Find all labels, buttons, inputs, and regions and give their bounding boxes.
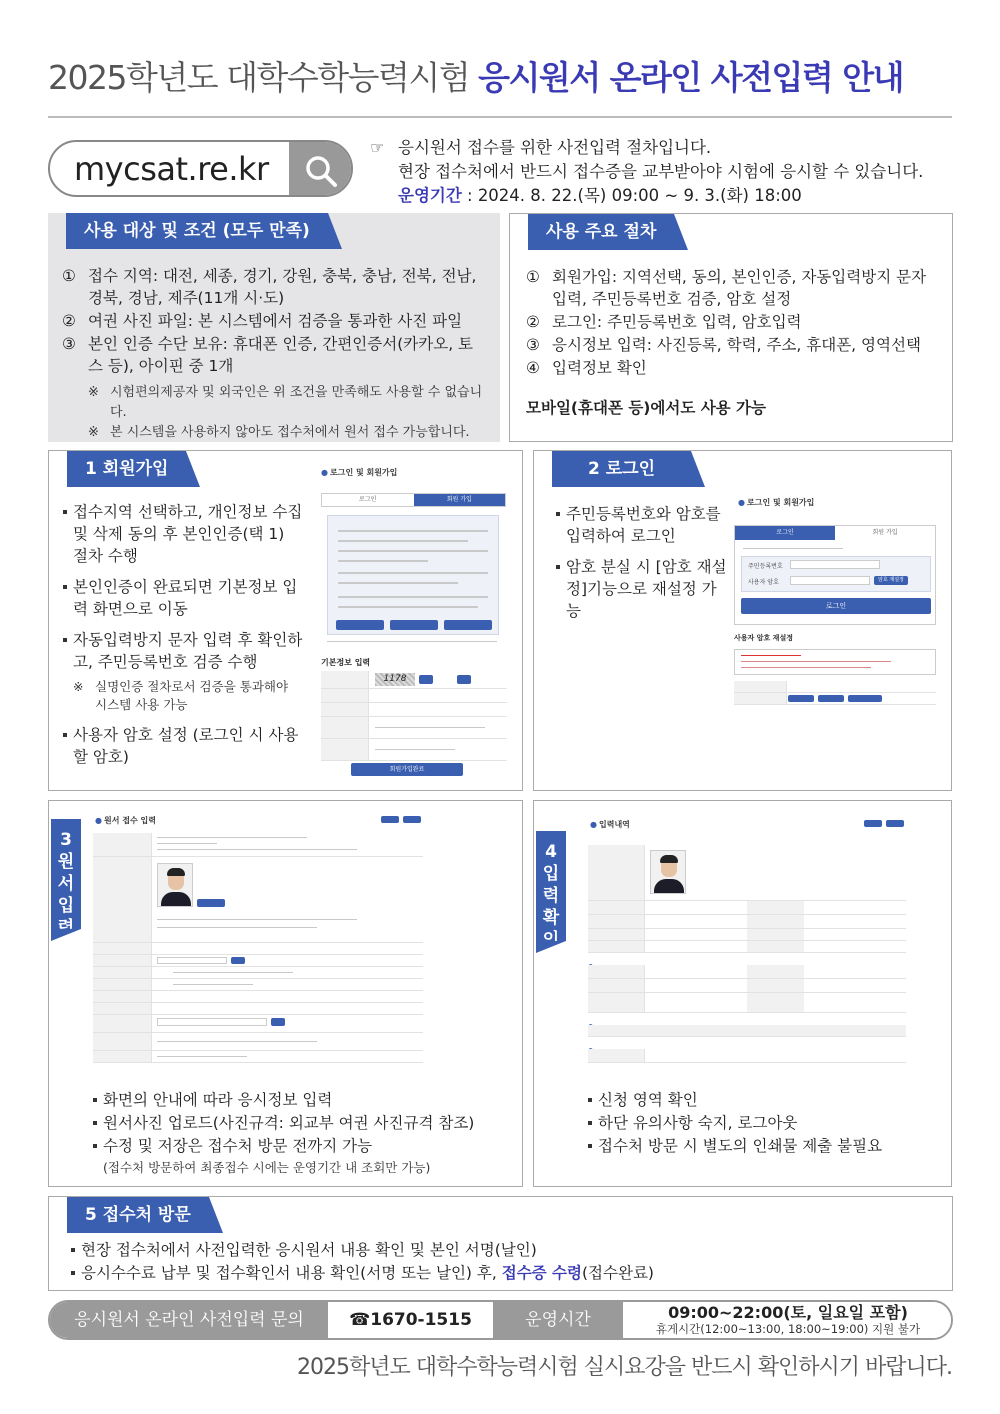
- search-icon: [303, 153, 339, 189]
- signup-shot-title: ● 로그인 및 회원가입: [315, 463, 511, 482]
- eligibility-item: ② 여권 사진 파일: 본 시스템에서 검증을 통과한 사진 파일: [62, 312, 463, 330]
- signup-screenshot: [315, 463, 511, 783]
- signup-shot-tab-login: 로그인: [359, 496, 377, 503]
- mobile-available: 모바일(휴대폰 등)에서도 사용 가능: [526, 399, 766, 417]
- step1-panel: [48, 450, 523, 791]
- contact-label: 응시원서 온라인 사전입력 문의: [50, 1302, 328, 1338]
- step5-panel: [48, 1196, 953, 1291]
- step3-bullets: [93, 1089, 513, 1177]
- applicant-photo: [157, 863, 193, 907]
- procedure-list: [526, 266, 941, 380]
- step2-bullet: 암호 분실 시 [암호 재설정]기능으로 재설정 가능: [556, 556, 731, 622]
- login-pw-label: 사용자 암호: [748, 579, 779, 586]
- step1-bullet: 사용자 암호 설정 (로그인 시 사용할 암호): [63, 724, 303, 768]
- step5-bullets: [71, 1239, 941, 1285]
- step1-bullet: 본인인증이 완료되면 기본정보 입력 화면으로 이동: [63, 576, 303, 620]
- footer-notice: 2025학년도 대학수학능력시험 실시요강을 반드시 확인하시기 바랍니다.: [296, 1355, 952, 1380]
- step5-bullet: 응시수수료 납부 및 접수확인서 내용 확인(서명 또는 날인) 후, 접수증 수령(접수완료): [71, 1262, 941, 1284]
- step3-bullet: 화면의 안내에 따라 응시정보 입력: [93, 1089, 513, 1111]
- step1-bullet: 접수지역 선택하고, 개인정보 수집 및 삭제 동의 후 본인인증(택 1) 절차 수행: [63, 501, 303, 567]
- step3-bullet: 원서사진 업로드(사진규격: 외교부 여권 사진규격 참조): [93, 1112, 513, 1134]
- applicant-review-photo: [650, 850, 686, 894]
- eligibility-panel: [48, 213, 500, 442]
- eligibility-item: ③ 본인 인증 수단 보유: 휴대폰 인증, 간편인증서(카카오, 토스 등), 아이핀 중 1개: [62, 335, 474, 375]
- procedure-panel: [509, 213, 953, 442]
- break-time: 휴게시간(12:00~13:00, 18:00~19:00) 지원 불가: [655, 1322, 921, 1336]
- page-title: [48, 52, 958, 99]
- contact-phone[interactable]: ☎1670-1515: [328, 1302, 493, 1338]
- eligibility-note: ※ 본 시스템을 사용하지 않아도 접수처에서 원서 접수 가능합니다.: [88, 425, 470, 440]
- period-value: : 2024. 8. 22.(목) 09:00 ~ 9. 3.(화) 18:00: [461, 186, 802, 205]
- signup-complete-button[interactable]: 회원가입완료: [351, 763, 463, 776]
- eligibility-notes: [88, 383, 493, 443]
- login-shot-tab-login: 로그인: [735, 526, 835, 540]
- intro-line-2: 현장 접수처에서 반드시 접수증을 교부받아야 시험에 응시할 수 있습니다.: [398, 162, 924, 181]
- step1-tab: 1 회원가입: [67, 451, 186, 487]
- captcha-image: [375, 673, 415, 686]
- eligibility-note: ※ 시험편의제공자 및 외국인은 위 조건을 만족해도 사용할 수 없습니다.: [88, 385, 483, 420]
- hours-value: 09:00~22:00(토, 일요일 포함): [668, 1303, 908, 1322]
- hours-info: [623, 1302, 953, 1338]
- step2-bullets: [556, 503, 731, 631]
- basic-info-heading: 기본정보 입력: [321, 658, 371, 667]
- step1-bullet: 자동입력방지 문자 입력 후 확인하고, 주민등록번호 검증 수행: [63, 629, 303, 673]
- step3-panel: [48, 800, 523, 1187]
- photo-upload-button[interactable]: [197, 899, 225, 907]
- step4-tab: 4 입 력 확 인: [536, 831, 566, 941]
- step3-tab: 3 원 서 입 력: [51, 819, 81, 929]
- contact-bar: [48, 1300, 953, 1340]
- step4-bullet: 접수처 방문 시 별도의 인쇄물 제출 불필요: [588, 1135, 938, 1157]
- input-review-screenshot: [584, 815, 910, 1083]
- signup-shot-tab-join: 회원 가입: [414, 494, 506, 506]
- procedure-item: ① 회원가입: 지역선택, 동의, 본인인증, 자동입력방지 문자 입력, 주민등록번호 검증, 암호 설정: [526, 268, 927, 308]
- login-shot-title: ● 로그인 및 회원가입: [732, 493, 938, 512]
- application-form-title: ● 원서 접수 입력: [89, 811, 427, 830]
- step1-bullets: [63, 501, 303, 777]
- region-select-box: [327, 515, 499, 635]
- title-prefix: 2025학년도 대학수학능력시험: [48, 58, 479, 97]
- site-url: mycsat.re.kr: [74, 150, 269, 188]
- intro-text: [370, 136, 960, 208]
- eligibility-tab: 사용 대상 및 조건 (모두 만족): [66, 213, 328, 249]
- login-screenshot: [732, 493, 938, 713]
- procedure-item: ④ 입력정보 확인: [526, 359, 647, 377]
- pointing-hand-icon: ☞: [370, 138, 385, 157]
- step3-bullet: 수정 및 저장은 접수처 방문 전까지 가능: [93, 1135, 513, 1157]
- title-divider: [48, 116, 952, 118]
- receipt-highlight: 접수증 수령: [501, 1264, 582, 1282]
- step4-bullet: 하단 유의사항 숙지, 로그아웃: [588, 1112, 938, 1134]
- step2-panel: [533, 450, 952, 791]
- step2-bullet: 주민등록번호와 암호를 입력하여 로그인: [556, 503, 731, 547]
- password-reset-heading: 사용자 암호 재설정: [734, 634, 793, 642]
- step4-panel: [533, 800, 952, 1187]
- intro-line-1: 응시원서 접수를 위한 사전입력 절차입니다.: [398, 138, 712, 157]
- step1-note: ※ 실명인증 절차로서 검증을 통과해야 시스템 사용 가능: [73, 679, 289, 712]
- eligibility-item: ① 접수 지역: 대전, 세종, 경기, 강원, 충북, 충남, 전북, 전남, 경북, 경남, 제주(11개 시·도): [62, 267, 477, 307]
- eligibility-list: [62, 265, 487, 378]
- search-button[interactable]: [289, 142, 351, 195]
- step4-bullets: [588, 1089, 938, 1158]
- operating-period: [398, 184, 960, 208]
- login-id-input[interactable]: [790, 560, 880, 569]
- hours-label: 운영시간: [493, 1302, 623, 1338]
- procedure-item: ② 로그인: 주민등록번호 입력, 암호입력: [526, 313, 802, 331]
- step2-tab: 2 로그인: [552, 451, 691, 487]
- procedure-tab: 사용 주요 절차: [528, 214, 674, 250]
- captcha-text: 1178: [383, 674, 407, 684]
- procedure-item: ③ 응시정보 입력: 사진등록, 학력, 주소, 휴대폰, 영역선택: [526, 336, 921, 354]
- login-id-label: 주민등록번호: [748, 563, 783, 570]
- application-form-screenshot: [89, 811, 427, 1075]
- step3-note: (접수처 방문하여 최종접수 시에는 운영기간 내 조회만 가능): [103, 1160, 431, 1175]
- login-pw-input[interactable]: [790, 576, 870, 585]
- site-search-box[interactable]: [48, 140, 353, 197]
- login-button[interactable]: 로그인: [741, 598, 931, 614]
- password-reset-button[interactable]: 암호 재설정: [874, 576, 908, 585]
- title-highlight: 응시원서 온라인 사전입력 안내: [478, 58, 904, 97]
- step4-bullet: 신청 영역 확인: [588, 1089, 938, 1111]
- login-shot-tab-join: 회원 가입: [872, 529, 898, 536]
- input-review-title: ● 입력내역: [584, 815, 910, 834]
- period-label: 운영기간: [398, 186, 462, 205]
- step5-tab: 5 접수처 방문: [67, 1197, 209, 1233]
- step5-bullet: 현장 접수처에서 사전입력한 응시원서 내용 확인 및 본인 서명(날인): [71, 1239, 941, 1261]
